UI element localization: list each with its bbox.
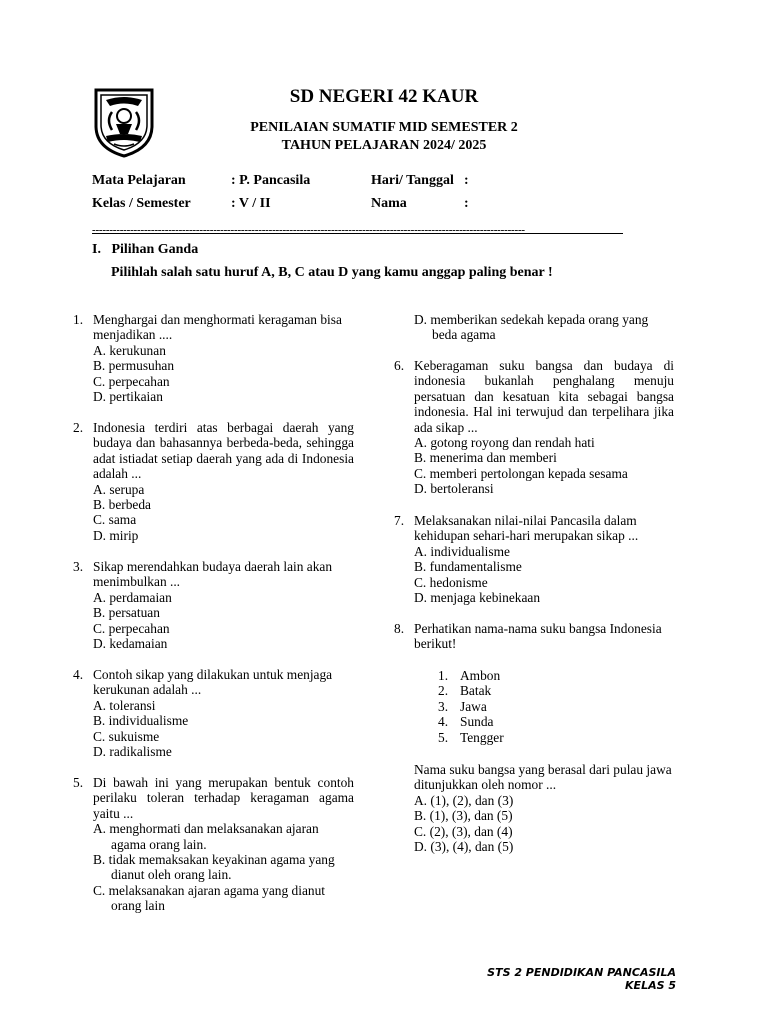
question-4	[73, 667, 354, 760]
option-b: B. persatuan	[93, 605, 160, 621]
option-b: B. individualisme	[93, 713, 189, 729]
question-3	[73, 559, 354, 652]
option-a: A. individualisme	[414, 543, 510, 559]
question-5	[73, 775, 354, 914]
list-item: 4. Sunda	[438, 714, 494, 730]
page-footer: STS 2 PENDIDIKAN PANCASILA KELAS 5	[487, 966, 676, 992]
subject-value: : P. Pancasila	[231, 173, 311, 188]
option-d: D. (3), (4), dan (5)	[414, 839, 514, 855]
list-item: 3. Jawa	[438, 698, 487, 714]
school-name: SD NEGERI 42 KAUR	[289, 86, 479, 107]
option-a: A. kerukunan	[93, 342, 166, 358]
question-6	[394, 358, 674, 497]
name-label: Nama	[371, 196, 407, 211]
question-text: Indonesia terdiri atas berbagai daerah yang budaya dan bahasannya berbeda-beda, sehingga adat istiadat setiap daerah yang ada di Indonesia adalah ...	[93, 420, 354, 482]
question-number: 7.	[394, 513, 405, 528]
option-b: B. permusuhan	[93, 358, 175, 374]
option-c: C. sukuisme	[93, 728, 160, 744]
question-text: Perhatikan nama-nama suku bangsa Indonesia berikut!	[414, 621, 662, 652]
tribe-list	[438, 668, 638, 745]
option-b: B. tidak memaksakan keyakinan agama yang dianut oleh orang lain.	[93, 852, 335, 883]
option-b: B. berbeda	[93, 497, 152, 513]
option-b: B. (1), (3), dan (5)	[414, 808, 513, 824]
option-a: A. perdamaian	[93, 589, 172, 605]
option-b: B. menerima dan memberi	[414, 450, 557, 466]
question-number: 3.	[73, 559, 84, 574]
option-d: D. mirip	[93, 527, 139, 543]
question-7	[394, 513, 674, 606]
option-d: D. radikalisme	[93, 744, 172, 760]
question-number: 1.	[73, 312, 84, 327]
question-8-options	[414, 762, 674, 854]
option-a: A. serupa	[93, 481, 145, 497]
question-text: Sikap merendahkan budaya daerah lain akan menimbulkan ...	[93, 559, 333, 590]
option-a: A. (1), (2), dan (3)	[414, 792, 514, 808]
name-value: :	[464, 196, 469, 211]
option-d: D. memberikan sedekah kepada orang yang beda agama	[414, 312, 649, 343]
list-item: 1. Ambon	[438, 668, 501, 683]
question-number: 5.	[73, 775, 84, 790]
question-number: 4.	[73, 667, 84, 682]
section-title: Pilihan Ganda	[111, 242, 199, 257]
option-d: D. pertikaian	[93, 389, 163, 405]
option-c: C. hedonisme	[414, 574, 488, 590]
class-value: : V / II	[231, 196, 271, 211]
list-item: 5. Tengger	[438, 729, 504, 745]
question-text: Keberagaman suku bangsa dan budaya di indonesia bukanlah penghalang menuju persatuan dan kesatuan kita sebagai bangsa indonesia. Hal ini terwujud dan terpelihara jika ada sikap ...	[414, 358, 674, 435]
class-label: Kelas / Semester	[92, 196, 191, 211]
question-number: 8.	[394, 621, 405, 636]
option-c: C. perpecahan	[93, 620, 170, 636]
option-c: C. memberi pertolongan kepada sesama	[414, 465, 628, 481]
list-item: 2. Batak	[438, 683, 492, 699]
option-c: C. sama	[93, 512, 137, 528]
question-5-continued	[414, 312, 674, 343]
divider-line	[92, 233, 623, 234]
question-text: Menghargai dan menghormati keragaman bisa menjadikan ....	[93, 312, 342, 343]
day-value: :	[464, 173, 469, 188]
option-a: A. gotong royong dan rendah hati	[414, 435, 595, 451]
dashed-divider: -----------------------------------------------------------------------------------------------------------------------------	[92, 224, 525, 236]
question-number: 6.	[394, 358, 405, 373]
option-d: D. kedamaian	[93, 636, 168, 652]
section-instruction: Pilihlah salah satu huruf A, B, C atau D yang kamu anggap paling benar !	[111, 265, 553, 280]
question-number: 2.	[73, 420, 84, 435]
question-text: Contoh sikap yang dilakukan untuk menjaga kerukunan adalah ...	[93, 667, 333, 698]
option-d: D. bertoleransi	[414, 481, 494, 497]
option-c: C. perpecahan	[93, 373, 170, 389]
question-2	[73, 420, 354, 543]
option-d: D. menjaga kebinekaan	[414, 590, 541, 606]
section-number: I.	[92, 242, 101, 257]
section-heading	[92, 242, 198, 258]
question-text: Melaksanakan nilai-nilai Pancasila dalam kehidupan sehari-hari merupakan sikap ...	[414, 513, 639, 544]
subject-label: Mata Pelajaran	[92, 173, 186, 188]
exam-title: PENILAIAN SUMATIF MID SEMESTER 2	[250, 120, 518, 135]
option-a: A. toleransi	[93, 697, 156, 713]
question-text-2: Nama suku bangsa yang berasal dari pulau jawa ditunjukkan oleh nomor ...	[414, 762, 672, 793]
option-b: B. fundamentalisme	[414, 559, 522, 575]
option-c: C. melaksanakan ajaran agama yang dianut orang lain	[93, 882, 326, 914]
day-label: Hari/ Tanggal	[371, 173, 454, 188]
academic-year: TAHUN PELAJARAN 2024/ 2025	[281, 138, 487, 153]
option-a: A. menghormati dan melaksanakan ajaran agama orang lain.	[93, 821, 319, 852]
question-1	[73, 312, 354, 405]
question-text: Di bawah ini yang merupakan bentuk contoh perilaku toleran terhadap keragaman agama yaitu ...	[93, 775, 354, 821]
option-c: C. (2), (3), dan (4)	[414, 823, 513, 839]
